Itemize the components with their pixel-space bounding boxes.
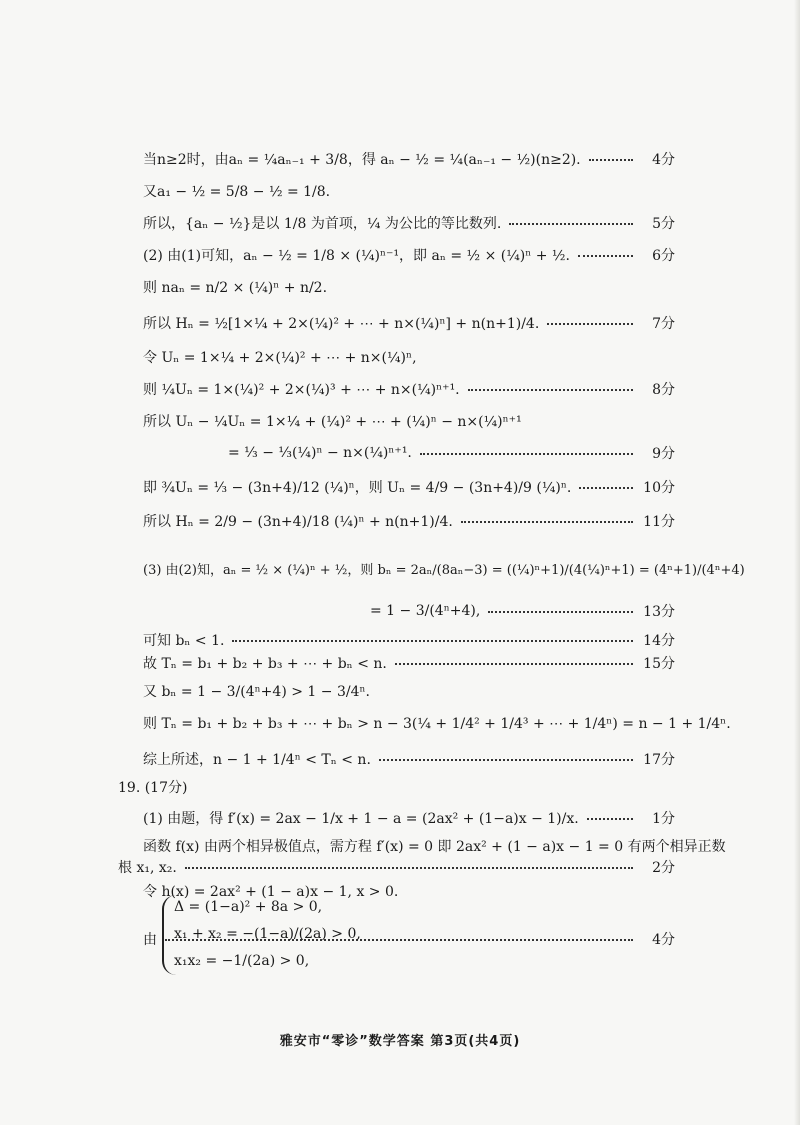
line-text: (2) 由(1)可知，aₙ − ½ = 1/8 × (¼)ⁿ⁻¹，即 aₙ = ½ × (¼)ⁿ + ½. [143,248,570,264]
page-footer: 雅安市“零诊”数学答案 第3页(共4页) [279,1034,521,1049]
solution-line [0,210,800,236]
line-text: 令 h(x) = 2ax² + (1 − a)x − 1, x > 0. [143,884,399,900]
line-text: 所以 Uₙ − ¼Uₙ = 1×¼ + (¼)² + ⋯ + (¼)ⁿ − n×(¼)ⁿ⁺¹ [143,414,522,430]
solution-line [0,146,800,172]
line-text: 当n≥2时，由aₙ = ¼aₙ₋₁ + 3/8，得 aₙ − ½ = ¼(aₙ₋₁ − ½)(n≥2). [143,152,581,168]
line-text: 函数 f(x) 由两个相异极值点，需方程 f′(x) = 0 即 2ax² + (1 − a)x − 1 = 0 有两个相异正数 [143,839,726,855]
solution-line [0,178,800,204]
solution-line [0,440,800,466]
solution-line [0,878,800,904]
solution-line [0,508,800,534]
leader-dots [547,323,633,325]
score-mark: 6分 [652,248,675,264]
line-text: 19. (17分) [118,780,188,796]
equation-system-brace [162,895,361,975]
system-prefix: 由 [143,932,157,948]
line-text: 所以 Hₙ = ½[1×¼ + 2×(¼)² + ⋯ + n×(¼)ⁿ] + n(n+1)/4. [143,316,540,332]
solution-line [0,310,800,336]
question-header [0,774,800,800]
score-mark: 2分 [652,860,675,876]
solution-line [0,854,800,880]
solution-line [0,650,800,676]
line-text: 又 bₙ = 1 − 3/(4ⁿ+4) > 1 − 3/4ⁿ. [143,684,370,700]
solution-line [0,274,800,300]
leader-dots [232,640,633,642]
line-text: 可知 bₙ < 1. [143,633,225,649]
leader-dots [509,223,633,225]
solution-line [0,598,800,624]
leader-dots [185,867,633,869]
solution-line [0,555,800,581]
leader-dots [395,663,633,665]
line-text: 即 ¾Uₙ = ⅓ − (3n+4)/12 (¼)ⁿ，则 Uₙ = 4/9 − (3n+4)/9 (¼)ⁿ. [143,480,572,496]
score-mark: 11分 [643,514,675,530]
leader-dots [578,255,633,257]
system-row: x₁ + x₂ = −(1−a)/(2a) > 0, [174,926,361,942]
solution-line [0,344,800,370]
solution-line [0,678,800,704]
line-text: 又a₁ − ½ = 5/8 − ½ = 1/8. [143,184,331,200]
leader-dots [468,389,633,391]
solution-line [0,805,800,831]
score-mark: 15分 [643,656,675,672]
line-text: 所以，{aₙ − ½}是以 1/8 为首项，¼ 为公比的等比数列. [143,216,502,232]
scan-edge [794,0,800,1125]
solution-line [0,408,800,434]
system-row: Δ = (1−a)² + 8a > 0, [174,899,323,915]
score-mark: 4分 [652,932,675,948]
leader-dots [589,159,633,161]
solution-line [0,746,800,772]
line-text: 则 Tₙ = b₁ + b₂ + b₃ + ⋯ + bₙ > n − 3(¼ + 1/4² + 1/4³ + ⋯ + 1/4ⁿ) = n − 1 + 1/4ⁿ. [143,716,731,732]
score-mark: 8分 [652,382,675,398]
leader-dots [379,759,633,761]
score-mark: 17分 [643,752,675,768]
solution-line [0,710,800,736]
system-row: x₁x₂ = −1/(2a) > 0, [174,953,310,969]
solution-line [0,242,800,268]
solution-line [0,376,800,402]
line-text: (1) 由题，得 f′(x) = 2ax − 1/x + 1 − a = (2ax² + (1−a)x − 1)/x. [143,811,579,827]
line-text: 则 naₙ = n/2 × (¼)ⁿ + n/2. [143,280,328,296]
line-text: 综上所述，n − 1 + 1/4ⁿ < Tₙ < n. [143,752,371,768]
leader-dots [420,453,633,455]
score-mark: 9分 [652,446,675,462]
leader-dots [461,521,633,523]
line-text: 根 x₁, x₂. [118,860,177,876]
score-mark: 10分 [643,480,675,496]
leader-dots [579,487,633,489]
line-text: = 1 − 3/(4ⁿ+4), [370,603,481,619]
line-text: 所以 Hₙ = 2/9 − (3n+4)/18 (¼)ⁿ + n(n+1)/4. [143,514,453,530]
line-text: (3) 由(2)知，aₙ = ½ × (¼)ⁿ + ½，则 bₙ = 2aₙ/(8aₙ−3) = ((¼)ⁿ+1)/(4(¼)ⁿ+1) = (4ⁿ+1)/(4ⁿ+4) [143,562,745,578]
line-text: 则 ¼Uₙ = 1×(¼)² + 2×(¼)³ + ⋯ + n×(¼)ⁿ⁺¹. [143,382,460,398]
solution-line [0,474,800,500]
score-mark: 4分 [652,152,675,168]
score-mark: 14分 [643,633,675,649]
leader-dots [587,818,633,820]
system-prefix-line [0,926,800,952]
line-text: 故 Tₙ = b₁ + b₂ + b₃ + ⋯ + bₙ < n. [143,656,387,672]
line-text: 令 Uₙ = 1×¼ + 2×(¼)² + ⋯ + n×(¼)ⁿ, [143,350,417,366]
score-mark: 5分 [652,216,675,232]
score-mark: 7分 [652,316,675,332]
score-mark: 1分 [652,811,675,827]
leader-dots [488,611,633,613]
score-mark: 13分 [643,604,675,620]
line-text: = ⅓ − ⅓(¼)ⁿ − n×(¼)ⁿ⁺¹. [228,445,412,461]
